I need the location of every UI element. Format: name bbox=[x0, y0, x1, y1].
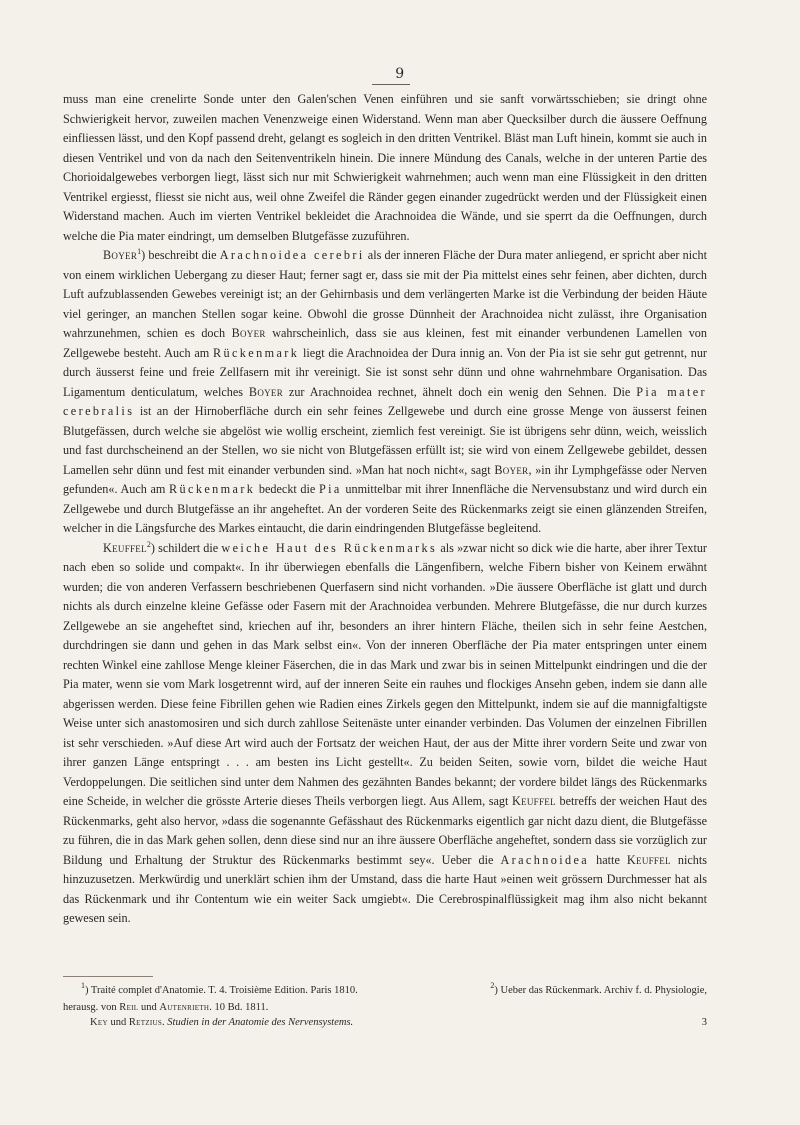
spaced-term: Pia mater cerebralis bbox=[63, 384, 707, 418]
author-name: Boyer bbox=[231, 326, 266, 340]
spaced-term: Arachnoidea bbox=[500, 852, 590, 867]
footnote-2 bbox=[490, 982, 707, 999]
footnotes bbox=[63, 982, 707, 1016]
author-name: Boyer bbox=[494, 462, 529, 477]
text-run: unmittelbar mit ihrer Innenfläche die Nervensubstanz und wird durch ein Zellgewebe und durch Blutgefässe an ihr angeheftet. An der vorderen Seite des Rückenmarks zeigt sie einen glänzenden Streifen, welcher in die Längsfurche des Markes eintaucht, die darin eindringenden Blutgefässe begleitend. bbox=[63, 482, 707, 535]
footnote-2-mark: 2 bbox=[490, 981, 495, 990]
signature-sheet-number: 3 bbox=[701, 1017, 707, 1028]
footnote-ref: 1 bbox=[137, 247, 142, 256]
footnote-2-text: ) Ueber das Rückenmark. Archiv f. d. Physiologie, bbox=[494, 985, 707, 996]
text-run: zur Arachnoidea rechnet, ähnelt doch ein wenig den Sehnen. Die bbox=[283, 384, 637, 399]
text-run: bedeckt die bbox=[255, 482, 319, 496]
signature-book-title: Studien in der Anatomie des Nervensystems. bbox=[167, 1017, 354, 1028]
text-run: ist an der Hirnoberfläche durch ein sehr feines Zellgewebe und durch eine grosse Menge von äusserst feinen Blutgefässen, durch welche sie abgelöst wie wollig erscheint, ziemlich fest vereinigt. Sie ist übrigens sehr dünn, weich, weisslich und fast durchscheinend an der Stellen, wo sie nicht von Blutgefässen erfüllt ist; sie wird von einem Zellgewebe gebildet, dessen Lamellen sehr dünn und fest mit einander verbunden sind. »Man hat noch nicht«, sagt bbox=[63, 404, 707, 477]
footnote-author-reil: Reil bbox=[119, 1002, 139, 1013]
text-run: , »in ihr Lymphgefässe oder Nerven gefunden«. Auch am bbox=[63, 462, 707, 496]
footnote-ref: 2 bbox=[146, 539, 151, 549]
author-name: Boyer bbox=[103, 248, 138, 262]
signature-line bbox=[90, 1017, 707, 1028]
paragraph bbox=[63, 90, 707, 246]
footnote-author-autenrieth: Autenrieth bbox=[159, 1002, 210, 1013]
page-number-rule bbox=[372, 84, 410, 85]
text-run: hatte bbox=[589, 852, 627, 867]
paragraph bbox=[63, 539, 707, 929]
body-text bbox=[63, 90, 707, 929]
signature-author-key: Key bbox=[90, 1017, 108, 1028]
author-name: Keuffel bbox=[103, 540, 147, 555]
spaced-term: Arachnoidea cerebri bbox=[219, 248, 365, 262]
paragraph bbox=[63, 246, 707, 539]
footnote-2-cont-b: . 10 Bd. 1811. bbox=[209, 1002, 269, 1013]
text-run: als »zwar nicht so dick wie die harte, aber ihrer Textur nach eben so solide und compakt«. In ihr überwiegen ebenfalls die Längenfibern, welche Fibern bisher von Keinem erwähnt wurden; die von anderen Verfassern beschriebenen Querfasern sind nicht vorhanden. »Die äussere Oberfläche ist glatt und durch nichts als durch einzelne kleine Gefässe oder Fasern mit der Arachnoidea verbunden. Mehrere Blutgefässe, die nur durch kurzes Zellgewebe an sie angeheftet sind, kriechen auf ihr, besonders an ihrer hintern Fläche, theilen sich in sehr feine Aestchen, durchdringen sie dann und gehen in das Mark selbst ein«. Von der inneren Oberfläche der Pia mater entspringen unter einem rechten Winkel eine zahllose Menge kleiner Fäserchen, die in das Mark und zwar bis in seinen Mittelpunkt eindringen und die der Pia mater, wenn sie vom Mark losgetrennt wird, auf der inneren Seite ein rauhes und flockiges Ansehn geben, indem sie dann alle abgerissen werden. Diese feine Fibrillen gehen wie Radien eines Zirkels gegen den Mittelpunkt, indem sie auf die mannigfaltigste Weise unter sich anastomosiren und sich durch zahllose Seitenäste unter einander verbinden. Das Volumen der einzelnen Fibrillen ist sehr verschieden. »Auf diese Art wird auch der Fortsatz der weichen Haut, der aus der Mitte ihrer vordern Seite und zwar von ihrer ganzen Länge entspringt . . . am besten ins Licht gestellt«. Zu beiden Seiten, sowie vorn, bildet die weiche Haut Verdoppelungen. Die seitlichen sind unter dem Nahmen des gezähnten Bandes bekannt; der vordere bildet längs des Rückenmarks eine Scheide, in welcher die grösste Arterie dieses Theils verborgen liegt. Aus Allem, sagt bbox=[63, 540, 707, 808]
spaced-term: Pia bbox=[318, 482, 342, 496]
signature-author-retzius: Retzius bbox=[128, 1017, 163, 1028]
text-run: ) schildert die bbox=[150, 540, 222, 555]
footnote-1-mark: 1 bbox=[81, 981, 85, 990]
footnote-2-continuation bbox=[63, 999, 707, 1016]
signature-separator: . bbox=[162, 1017, 168, 1028]
footnote-1 bbox=[63, 982, 358, 999]
footnote-2-cont-a: herausg. von bbox=[63, 1002, 120, 1013]
footnote-1-text: ) Traité complet d'Anatomie. T. 4. Troisième Edition. Paris 1810. bbox=[85, 985, 358, 996]
spaced-term: weiche Haut des Rückenmarks bbox=[221, 540, 438, 555]
author-name: Keuffel bbox=[626, 852, 671, 867]
text-run: muss man eine crenelirte Sonde unter den Galen'schen Venen einführen und sie sanft vorwärtsschieben; sie dringt ohne Schwierigkeit hervor, zuweilen machen Venenzweige einen Widerstand. Wenn man aber Quecksilber durch die äussere Oeffnung einfliessen lässt, und den Kopf passend dreht, gelangt es sogleich in den dritten Ventrikel. Bläst man Luft hinein, kommt sie auch in diesen Ventrikel und von da nach den Seitenventrikeln hinein. Die innere Mündung des Canals, welche in der unteren Partie des Chorioidalgewebes verborgen liegt, lässt sich nur mit Schwierigkeit wahrnehmen; auch wenn man eine Flüssigkeit in den dritten Ventrikel ergiesst, fliesst sie nicht aus, weil ohne Zweifel die Ränder gegen einander zugedrückt werden und der Flüssigkeit einen Widerstand machen. Auch im vierten Ventrikel bekleidet die Arachnoidea die Wände, und sie sperrt da die Oeffnungen, durch welche die Pia mater eindringt, um demselben Blutgefässe zuzuführen. bbox=[63, 92, 707, 243]
page-number: 9 bbox=[395, 66, 405, 82]
text-run: liegt die Arachnoidea der Dura innig an. Von der Pia ist sie sehr gut getrennt, nur durch äusserst feine und freie Zellfasern mit ihr vereinigt. Sie ist sonst sehr dünn und ohne wahrnehmbare Organisation. Das Ligamentum denticulatum, welches bbox=[63, 345, 707, 399]
spaced-term: Rückenmark bbox=[212, 345, 300, 360]
signature-title bbox=[90, 1017, 353, 1028]
author-name: Boyer bbox=[248, 384, 284, 399]
footnote-rule bbox=[63, 976, 153, 977]
footnote-und: und bbox=[138, 1002, 160, 1013]
text-run: betreffs der weichen Haut des Rückenmarks, geht also hervor, »dass die sogenannte Gefässhaut des Rückenmarks eigentlich gar nicht dazu dient, die Blutgefässe zu führen, die in das Mark gehen sollen, denn diese sind nur an ihre äussere Oberfläche angeheftet, sondern dass sie vorzüglich zur Bildung und Erhaltung der Struktur des Rückenmarks bestimmt sey«. Ueber die bbox=[63, 794, 707, 867]
text-run: nichts hinzuzusetzen. Merkwürdig und unerklärt schien ihm der Umstand, dass die harte Haut »einen weit grössern Durchmesser hat als das Rückenmark und ihr Contentum wie ein weiter Sack umgiebt«. Die Cerebrospinalflüssigkeit mag ihm also nicht bekannt gewesen sein. bbox=[63, 852, 707, 925]
text-run: als der inneren Fläche der Dura mater anliegend, er spricht aber nicht von einem wirklichen Uebergang zu dieser Haut; ferner sagt er, dass sie mit der Pia mittelst eines sehr feinen, aber dichten, durch Luft aufzublassenden Gewebes vereinigt ist; an der Gehirnbasis und dem verlängerten Marke ist die Verbindung der beiden Häute viel geringer, an manchen Stellen sogar keine. Obwohl die grosse Dünnheit der Arachnoidea nicht zulässt, ihre Organisation wahrzunehmen, schien es doch bbox=[63, 248, 708, 340]
footnote-row bbox=[63, 982, 707, 999]
signature-und: und bbox=[107, 1017, 129, 1028]
text-run: ) beschreibt die bbox=[141, 248, 220, 262]
spaced-term: Rückenmark bbox=[169, 482, 256, 496]
author-name: Keuffel bbox=[511, 794, 556, 808]
text-run: wahrscheinlich, dass sie aus kleinen, fest mit einander verbundenen Lamellen von Zellgewebe besteht. Auch am bbox=[63, 326, 707, 360]
